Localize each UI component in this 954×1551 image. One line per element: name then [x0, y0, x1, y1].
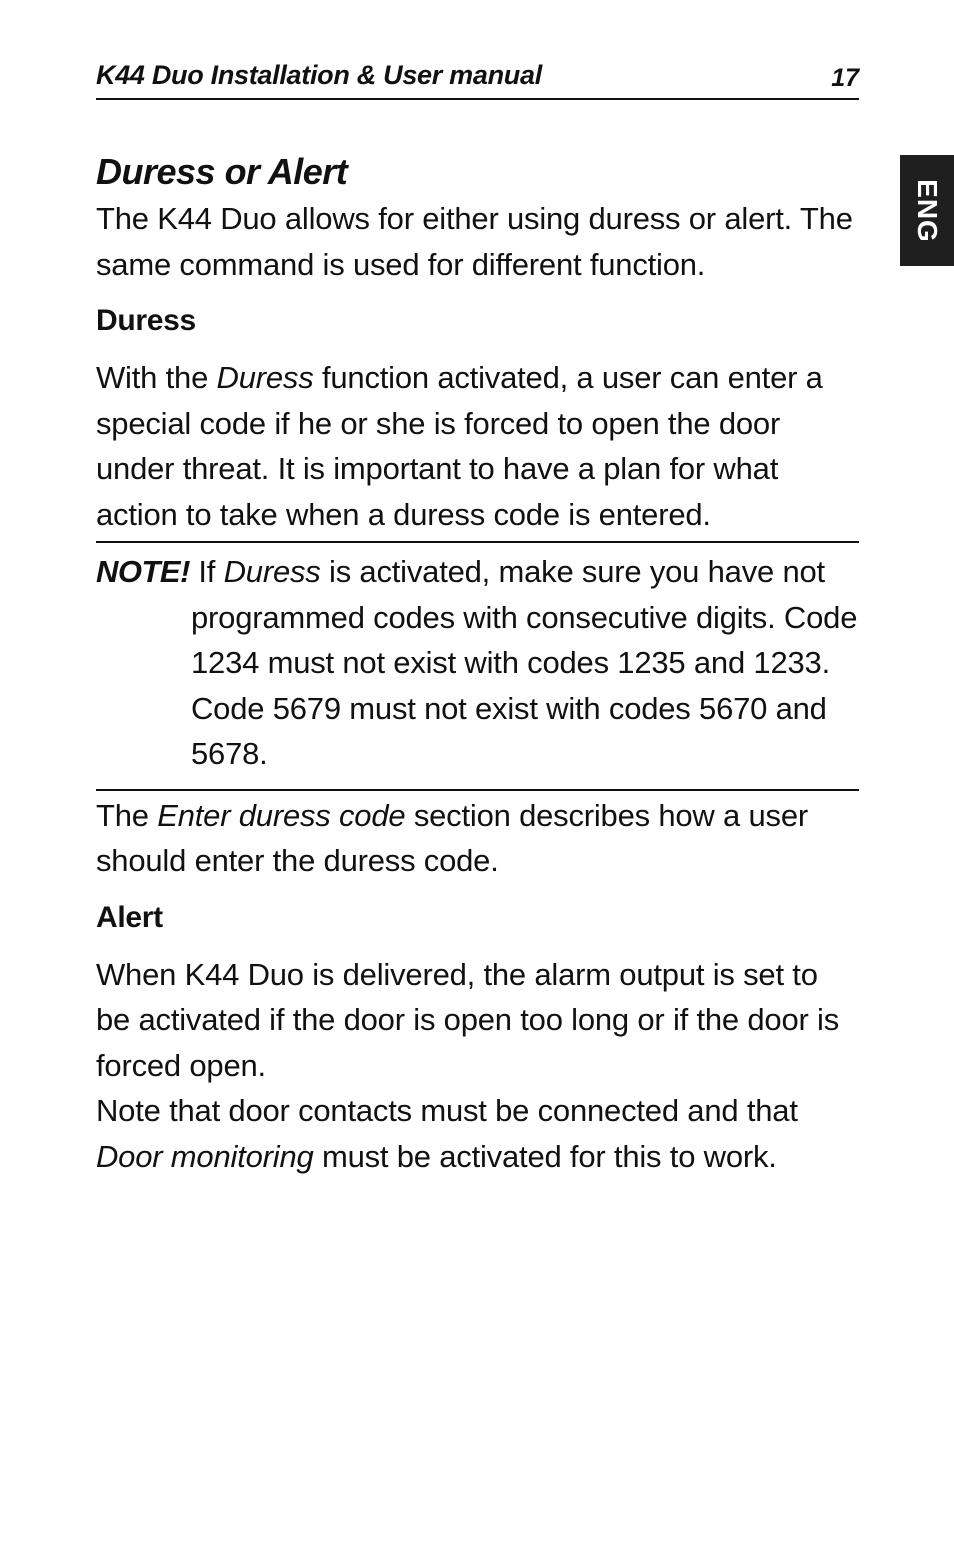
alert-paragraph-1: When K44 Duo is delivered, the alarm output is set to be activated if the door is open too long or if the door is forced open.: [96, 956, 840, 1083]
enter-duress-paragraph: [96, 793, 859, 884]
note-term: Duress: [223, 554, 321, 589]
alert-paragraph-2: [96, 1088, 859, 1179]
duress-text-before: With the: [96, 360, 217, 395]
language-tab-label: ENG: [912, 178, 943, 243]
manual-title: K44 Duo Installation & User manual: [96, 60, 542, 90]
note-first-rest: is activated, make sure you have not: [320, 554, 825, 589]
duress-heading: Duress: [96, 304, 196, 337]
enter-duress-before: The: [96, 797, 158, 833]
alert-heading: Alert: [96, 900, 163, 934]
duress-term: Duress: [216, 360, 314, 395]
enter-duress-term: Enter duress code: [157, 797, 406, 833]
enter-duress-after: section describes how a user should enter the duress code.: [96, 797, 808, 878]
duress-text-after: function activated, a user can enter a special code if he or she is forced to open the door under threat. It is important to have a plan for what action to take when a duress code is entered.: [96, 360, 823, 532]
page-header: [96, 58, 859, 100]
alert-text-after: must be activated for this to work.: [313, 1138, 777, 1174]
note-first-line: [96, 549, 859, 595]
door-monitoring-term: Door monitoring: [96, 1138, 314, 1174]
page-content: [96, 148, 859, 1179]
note-label: NOTE!: [96, 554, 190, 589]
section-title: Duress or Alert: [96, 151, 348, 192]
note-box: [96, 541, 859, 791]
page-number: 17: [831, 64, 859, 92]
note-if: If: [189, 554, 224, 589]
note-body: programmed codes with consecutive digits. Code 1234 must not exist with codes 1235 and 1233. Code 5679 must not exist with codes 5670 and 5678.: [191, 599, 858, 771]
language-tab: [900, 155, 954, 266]
alert-text-before: Note that door contacts must be connected and that: [96, 1093, 798, 1128]
intro-paragraph: The K44 Duo allows for either using duress or alert. The same command is used for different function.: [96, 201, 853, 282]
duress-paragraph: [96, 355, 859, 537]
